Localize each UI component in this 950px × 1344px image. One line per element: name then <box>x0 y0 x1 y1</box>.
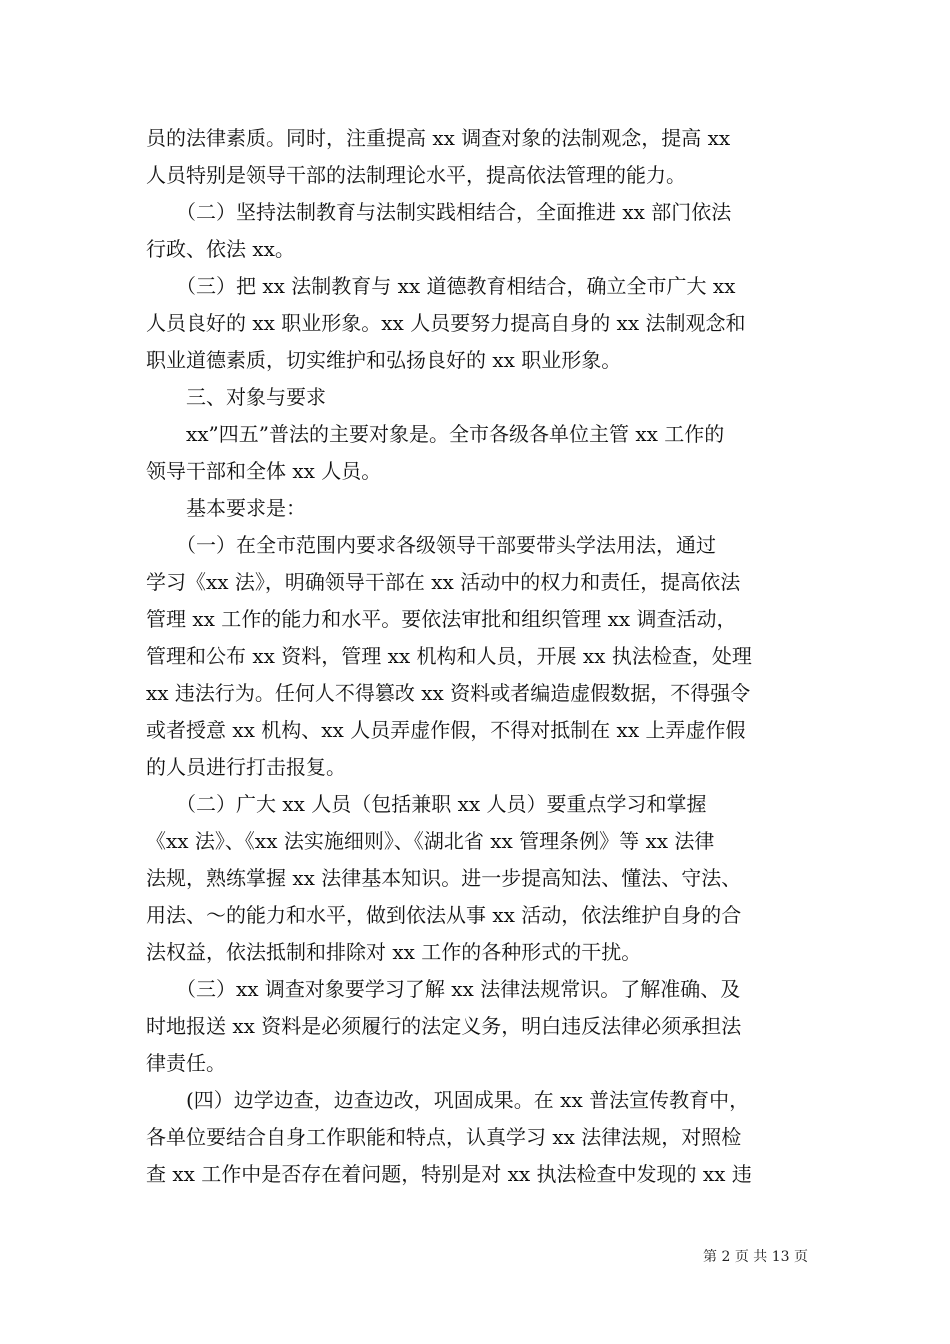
text-line: 人员良好的 xx 职业形象。xx 人员要努力提高自身的 xx 法制观念和 <box>146 311 746 335</box>
body-text <box>146 120 808 1193</box>
text-line: 或者授意 xx 机构、xx 人员弄虚作假，不得对抵制在 xx 上弄虚作假 <box>146 718 746 742</box>
text-line: （三）xx 调查对象要学习了解 xx 法律法规常识。了解准确、及 <box>146 977 741 1001</box>
text-line: (四）边学边查，边查边改，巩固成果。在 xx 普法宣传教育中， <box>146 1088 750 1112</box>
text-line: 《xx 法》、《xx 法实施细则》、《湖北省 xx 管理条例》等 xx 法律 <box>146 829 715 853</box>
text-line: 人员特别是领导干部的法制理论水平，提高依法管理的能力。 <box>146 163 686 187</box>
text-line: 行政、依法 xx。 <box>146 237 295 261</box>
text-line: xx”四五”普法的主要对象是。全市各级各单位主管 xx 工作的 <box>146 422 725 446</box>
text-line: xx 违法行为。任何人不得篡改 xx 资料或者编造虚假数据，不得强令 <box>146 681 751 705</box>
text-line: 基本要求是： <box>146 496 306 520</box>
page-number: 第 2 页 共 13 页 <box>703 1249 808 1265</box>
text-line: 职业道德素质，切实维护和弘扬良好的 xx 职业形象。 <box>146 348 622 372</box>
text-line: 管理和公布 xx 资料，管理 xx 机构和人员，开展 xx 执法检查，处理 <box>146 644 752 668</box>
text-line: 领导干部和全体 xx 人员。 <box>146 459 382 483</box>
text-line: 法规，熟练掌握 xx 法律基本知识。进一步提高知法、懂法、守法、 <box>146 866 742 890</box>
text-line: 时地报送 xx 资料是必须履行的法定义务，明白违反法律必须承担法 <box>146 1014 742 1038</box>
text-line: 律责任。 <box>146 1051 226 1075</box>
text-line: 查 xx 工作中是否存在着问题，特别是对 xx 执法检查中发现的 xx 违 <box>146 1162 752 1186</box>
text-line: 各单位要结合自身工作职能和特点，认真学习 xx 法律法规，对照检 <box>146 1125 742 1149</box>
text-line: （二）坚持法制教育与法制实践相结合，全面推进 xx 部门依法 <box>146 200 732 224</box>
text-line: （二）广大 xx 人员（包括兼职 xx 人员）要重点学习和掌握 <box>146 792 707 816</box>
text-line: 的人员进行打击报复。 <box>146 755 346 779</box>
text-line: 员的法律素质。同时，注重提高 xx 调查对象的法制观念，提高 xx <box>146 126 731 150</box>
text-line: 用法、～的能力和水平，做到依法从事 xx 活动，依法维护自身的合 <box>146 903 742 927</box>
text-line: 法权益，依法抵制和排除对 xx 工作的各种形式的干扰。 <box>146 940 642 964</box>
text-line: 管理 xx 工作的能力和水平。要依法审批和组织管理 xx 调查活动， <box>146 607 737 631</box>
section-heading: 三、对象与要求 <box>146 385 326 409</box>
text-line: （一）在全市范围内要求各级领导干部要带头学法用法，通过 <box>146 533 716 557</box>
text-line: （三）把 xx 法制教育与 xx 道德教育相结合，确立全市广大 xx <box>146 274 736 298</box>
text-line: 学习《xx 法》，明确领导干部在 xx 活动中的权力和责任，提高依法 <box>146 570 741 594</box>
